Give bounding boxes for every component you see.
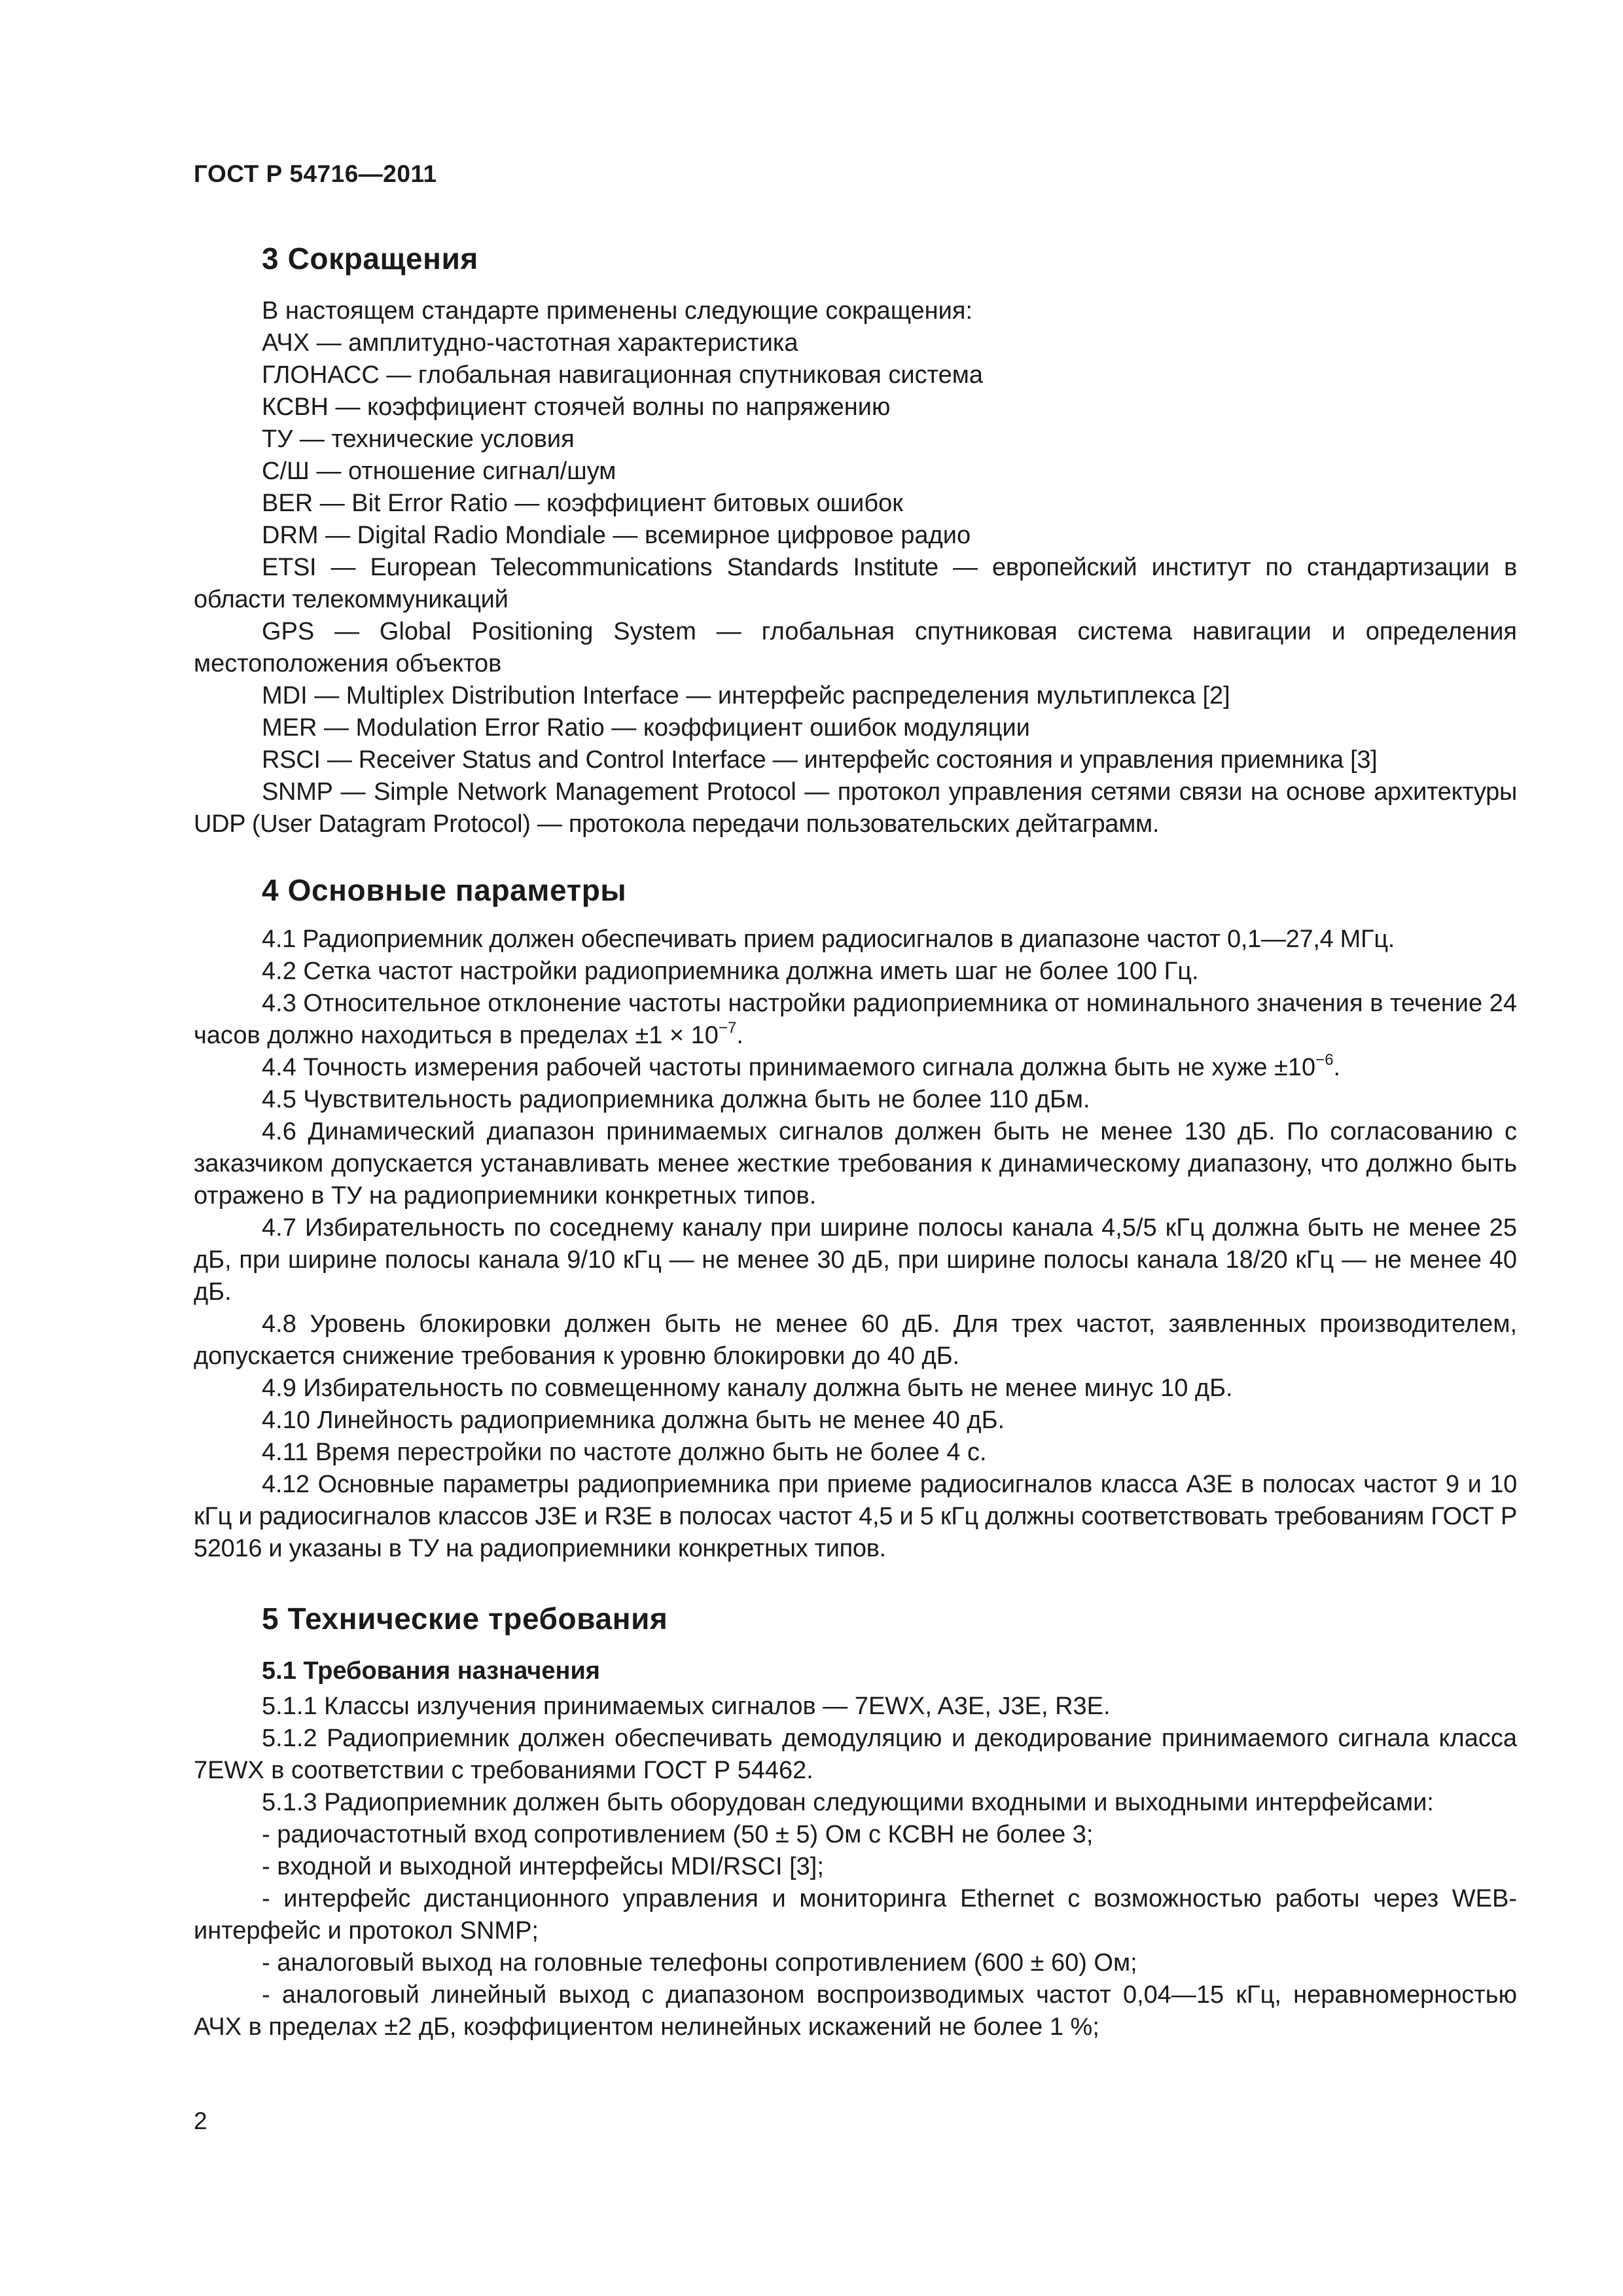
abbreviation-item: RSCI — Receiver Status and Control Interface — интерфейс состояния и управления приемника [3] — [262, 746, 1378, 774]
clause-4-4-text: 4.4 Точность измерения рабочей частоты принимаемого сигнала должна быть не хуже ±10 — [262, 1054, 1316, 1081]
section-3-heading: 3 Сокращения — [262, 242, 478, 276]
clause-4-3 — [194, 988, 1517, 1052]
document-code: ГОСТ Р 54716—2011 — [194, 160, 437, 187]
clause-4-5: 4.5 Чувствительность радиоприемника должна быть не более 110 дБм. — [262, 1086, 1090, 1113]
clause-4-4-exponent: −6 — [1315, 1051, 1334, 1069]
interface-list-item: - радиочастотный вход сопротивлением (50 ± 5) Ом с КСВН не более 3; — [262, 1821, 1094, 1848]
clause-4-7: 4.7 Избирательность по соседнему каналу при ширине полосы канала 4,5/5 кГц должна быть не менее 25 дБ, при ширине полосы канала 9/10 кГц — не менее 30 дБ, при ширине полосы канала 18/20 кГц — не менее 40 дБ. — [194, 1214, 1517, 1306]
abbreviation-item: КСВН — коэффициент стоячей волны по напряжению — [262, 393, 891, 421]
interface-list-item: - аналоговый выход на головные телефоны сопротивлением (600 ± 60) Ом; — [262, 1949, 1137, 1977]
section-5-body — [194, 1691, 1517, 2043]
section-5-heading: 5 Технические требования — [262, 1602, 668, 1636]
section-3-body — [194, 295, 1517, 840]
clause-4-10: 4.10 Линейность радиоприемника должна быть не менее 40 дБ. — [262, 1407, 1005, 1434]
interface-list-item: - входной и выходной интерфейсы MDI/RSCI [3]; — [262, 1853, 824, 1880]
clause-5-1-3: 5.1.3 Радиоприемник должен быть оборудован следующими входными и выходными интерфейсами: — [262, 1789, 1434, 1816]
clause-4-6: 4.6 Динамический диапазон принимаемых сигналов должен быть не менее 130 дБ. По согласованию с заказчиком допускается устанавливать менее жесткие требования к динамическому диапазону, что должно быть отражено в ТУ на радиоприемники конкретных типов. — [194, 1118, 1517, 1210]
clause-4-8: 4.8 Уровень блокировки должен быть не менее 60 дБ. Для трех частот, заявленных производителем, допускается снижение требования к уровню блокировки до 40 дБ. — [194, 1310, 1517, 1370]
abbreviation-item: АЧХ — амплитудно-частотная характеристика — [262, 329, 798, 357]
abbreviation-item: MER — Modulation Error Ratio — коэффициент ошибок модуляции — [262, 714, 1030, 742]
abbreviation-item: GPS — Global Positioning System — глобальная спутниковая система навигации и определения местоположения объектов — [194, 618, 1517, 677]
clause-4-2: 4.2 Сетка частот настройки радиоприемника должна иметь шаг не более 100 Гц. — [262, 958, 1199, 985]
page-number: 2 — [194, 2108, 207, 2134]
section-4-body — [194, 924, 1517, 1565]
abbreviations-intro: В настоящем стандарте применены следующие сокращения: — [262, 297, 973, 325]
abbreviation-item: С/Ш — отношение сигнал/шум — [262, 457, 616, 485]
subsection-5-1-heading: 5.1 Требования назначения — [262, 1657, 600, 1685]
abbreviation-item: ETSI — European Telecommunications Standards Institute — европейский институт по стандартизации в области телекоммуникаций — [194, 554, 1517, 613]
interface-list-item: - интерфейс дистанционного управления и мониторинга Ethernet с возможностью работы через WEB-интерфейс и протокол SNMP; — [194, 1885, 1517, 1945]
interface-list-item: - аналоговый линейный выход с диапазоном воспроизводимых частот 0,04—15 кГц, неравномерностью АЧХ в пределах ±2 дБ, коэффициентом нелинейных искажений не более 1 %; — [194, 1981, 1517, 2041]
abbreviation-item: ТУ — технические условия — [262, 425, 575, 453]
clause-5-1-1: 5.1.1 Классы излучения принимаемых сигналов — 7EWX, A3E, J3E, R3E. — [262, 1693, 1111, 1720]
clause-4-11: 4.11 Время перестройки по частоте должно быть не более 4 с. — [262, 1439, 987, 1466]
clause-4-12: 4.12 Основные параметры радиоприемника при приеме радиосигналов класса A3E в полосах частот 9 и 10 кГц и радиосигналов классов J3E и R3E в полосах частот 4,5 и 5 кГц должны соответствовать требованиям ГОСТ Р 52016 и указаны в ТУ на радиоприемники конкретных типов. — [194, 1471, 1517, 1562]
section-4-heading: 4 Основные параметры — [262, 873, 627, 907]
clause-4-9: 4.9 Избирательность по совмещенному каналу должна быть не менее минус 10 дБ. — [262, 1374, 1233, 1402]
abbreviation-item: MDI — Multiplex Distribution Interface — интерфейс распределения мультиплекса [2] — [262, 682, 1230, 709]
abbreviation-item: BER — Bit Error Ratio — коэффициент битовых ошибок — [262, 490, 903, 517]
clause-4-1: 4.1 Радиоприемник должен обеспечивать прием радиосигналов в диапазоне частот 0,1—27,4 МГц. — [262, 925, 1395, 953]
clause-4-3-exponent: −7 — [718, 1019, 737, 1037]
clause-5-1-2: 5.1.2 Радиоприемник должен обеспечивать демодуляцию и декодирование принимаемого сигнала класса 7EWX в соответствии с требованиями ГОСТ Р 54462. — [194, 1725, 1517, 1784]
clause-4-3-text: 4.3 Относительное отклонение частоты настройки радиоприемника от номинального значения в течение 24 часов должно находиться в пределах ±1 × 10 — [194, 990, 1517, 1049]
clause-4-3-end: . — [736, 1022, 743, 1049]
abbreviation-item: SNMP — Simple Network Management Protocol — протокол управления сетями связи на основе архитектуры UDP (User Datagram Protocol) — протокола передачи пользовательских дейтаграмм. — [194, 778, 1517, 838]
clause-4-4 — [194, 1052, 1517, 1084]
abbreviation-item: DRM — Digital Radio Mondiale — всемирное цифровое радио — [262, 522, 971, 549]
abbreviation-item: ГЛОНАСС — глобальная навигационная спутниковая система — [262, 361, 983, 389]
clause-4-4-end: . — [1333, 1054, 1341, 1081]
